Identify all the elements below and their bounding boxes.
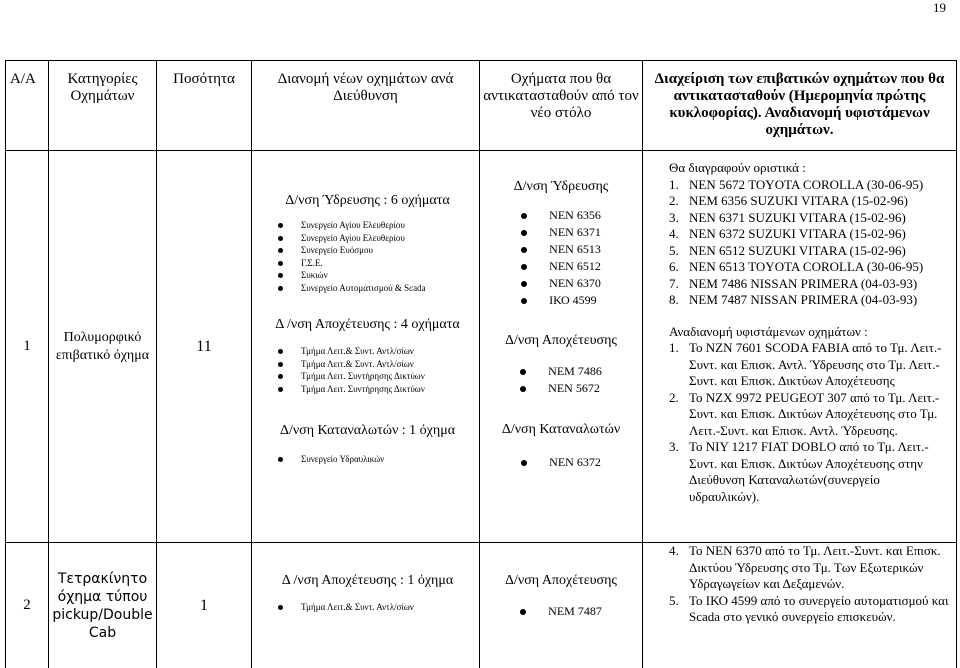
dist-apoxeteusis-list (260, 345, 475, 395)
row-replaced (480, 543, 643, 668)
row-management (643, 543, 957, 668)
list-item: 2. ΝΕΜ 6356 SUZUKI VITARA (15-02-96) (669, 193, 908, 208)
replace-apoxeteusis-list (520, 603, 602, 620)
row-category: Πολυμορφικό επιβατικό όχημα (49, 151, 157, 543)
dist-katanal-list (260, 453, 475, 466)
row-replaced (480, 151, 643, 543)
row-quantity: 1 (157, 543, 252, 668)
list-item: Γ.Σ.Ε. (278, 257, 475, 270)
replace-apoxeteusis-head: Δ/νση Αποχέτευσης (505, 333, 617, 348)
list-item: Συνεργείο Υδραυλικών (278, 453, 475, 466)
vehicle-table (5, 60, 957, 668)
list-item: ΝΕΜ 7487 (520, 603, 602, 620)
list-item: Τμήμα Λειτ.& Συντ. Αντλ/σίων (278, 358, 475, 371)
row-number: 1 (6, 151, 49, 543)
list-item: ΝΕΝ 6371 (521, 224, 601, 241)
replace-apoxeteusis-list (520, 363, 602, 397)
list-item: 6. ΝΕΝ 6513 TOYOTA COROLLA (30-06-95) (669, 259, 924, 274)
list-item: ΝΕΝ 5672 (520, 380, 602, 397)
table-row (6, 151, 957, 543)
dist-katanal-head: Δ/νση Καταναλωτών : 1 όχημα (279, 423, 456, 438)
realloc-list (669, 340, 952, 505)
list-item: 4. Το ΝΕΝ 6370 από το Τμ. Λειτ.-Συντ. και Επισκ. Δικτύου Ύδρευσης στο Τμ. Των Εξωτερικών Υδραγωγείων και Δεξαμενών. (669, 543, 941, 591)
list-item: Συνεργείο Αγίου Ελευθερίου (278, 232, 475, 245)
list-item: ΝΕΝ 6356 (521, 207, 601, 224)
header-management: Διαχείριση των επιβατικών οχημάτων που θα αντικατασταθούν (Ημερομηνία πρώτης κυκλοφορίας). Αναδιανομή υφιστάμενων οχημάτων. (643, 61, 957, 151)
row-number: 2 (6, 543, 49, 668)
list-item: 2. Το ΝΖΧ 9972 PEUGEOT 307 από το Τμ. Λειτ.-Συντ. και Επισκ. Δικτύων Αποχέτευσης στο Τμ. Λειτ.-Συντ. και Επισκ. Αντλ. Ύδρευσης. (669, 389, 940, 438)
replace-katanal-list (521, 454, 601, 471)
table-row (6, 543, 957, 668)
realloc-list-continued (669, 543, 952, 626)
header-categories: Κατηγορίες Οχημάτων (49, 61, 157, 151)
page-number: 19 (933, 0, 946, 15)
row-quantity: 11 (157, 151, 252, 543)
header-row (6, 61, 957, 151)
list-item: ΝΕΝ 6372 (521, 454, 601, 471)
header-quantity: Ποσότητα (157, 61, 252, 151)
row-management (643, 151, 957, 543)
list-item: 3. Το ΝΙΥ 1217 FIAT DOBLO από το Τμ. Λειτ.-Συντ. και Επισκ. Δικτύων Αποχέτευσης στην Διεύθυνση Καταναλωτών(συνεργείο υδραυλικών). (669, 439, 929, 504)
header-distribution: Διανομή νέων οχημάτων ανά Διεύθυνση (252, 61, 480, 151)
realloc-head: Αναδιανομή υφιστάμενων οχημάτων : (669, 323, 868, 339)
list-item: Τμήμα Λειτ.& Συντ. Αντλ/σίων (278, 601, 475, 614)
list-item: Τμήμα Λειτ.& Συντ. Αντλ/σίων (278, 345, 475, 358)
list-item: Συκιών (278, 269, 475, 282)
list-item: 4. ΝΕΝ 6372 SUZUKI VITARA (15-02-96) (669, 226, 906, 241)
dist-apoxeteusis-list (260, 601, 475, 614)
delete-head: Θα διαγραφούν οριστικά : (669, 160, 806, 175)
header-replaced: Οχήματα που θα αντικατασταθούν από τον νέο στόλο (480, 61, 643, 151)
list-item: Τμήμα Λειτ. Συντήρησης Δικτύων (278, 370, 475, 383)
list-item: ΙΚΟ 4599 (521, 292, 601, 309)
dist-ydreusis-list (260, 219, 475, 294)
row-distribution (252, 543, 480, 668)
list-item: 1. Το ΝΖΝ 7601 SCODA FABIA από το Τμ. Λειτ.-Συντ. και Επισκ. Αντλ. Ύδρευσης στο Τμ. Λειτ.-Συντ. και Επισκ. Δικτύων Αποχέτευσης (669, 340, 942, 388)
list-item: ΝΕΜ 7486 (520, 363, 602, 380)
list-item: 3. ΝΕΝ 6371 SUZUKI VITARA (15-02-96) (669, 209, 906, 225)
list-item: Τμήμα Λειτ. Συντήρησης Δικτύων (278, 383, 475, 396)
list-item: 1. ΝΕΝ 5672 TOYOTA COROLLA (30-06-95) (669, 176, 924, 192)
list-item: 7. ΝΕΜ 7486 NISSAN PRIMERA (04-03-93) (669, 275, 918, 291)
row-distribution (252, 151, 480, 543)
dist-apoxeteusis-head: Δ /νση Αποχέτευσης : 1 όχημα (281, 573, 454, 588)
list-item: 5. Το ΙΚΟ 4599 από το συνεργείο αυτοματισμού και Scada στο γενικό συνεργείο επισκευών. (669, 592, 949, 624)
list-item: Συνεργείο Αγίου Ελευθερίου (278, 219, 475, 232)
row-category: Τετρακίνητο όχημα τύπου pickup/Double Cab (49, 543, 157, 668)
list-item: ΝΕΝ 6370 (521, 275, 601, 292)
replace-ydreusis-list (521, 207, 601, 309)
delete-list (669, 177, 952, 309)
list-item: ΝΕΝ 6512 (521, 258, 601, 275)
list-item: Συνεργείο Αυτοματισμού & Scada (278, 282, 475, 295)
list-item: ΝΕΝ 6513 (521, 241, 601, 258)
dist-apoxeteusis-head: Δ /νση Αποχέτευσης : 4 οχήματα (275, 317, 460, 332)
dist-ydreusis-head: Δ/νση Ύδρευσης : 6 οχήματα (285, 193, 450, 208)
replace-ydreusis-head: Δ/νση Ύδρευσης (513, 179, 609, 194)
replace-katanal-head: Δ/νση Καταναλωτών (501, 422, 621, 437)
header-aa: Α/Α (6, 61, 49, 151)
replace-apoxeteusis-head: Δ/νση Αποχέτευσης (505, 573, 617, 588)
list-item: Συνεργείο Ευόσμου (278, 244, 475, 257)
list-item: 8. ΝΕΜ 7487 NISSAN PRIMERA (04-03-93) (669, 292, 918, 307)
list-item: 5. ΝΕΝ 6512 SUZUKI VITARA (15-02-96) (669, 242, 906, 258)
